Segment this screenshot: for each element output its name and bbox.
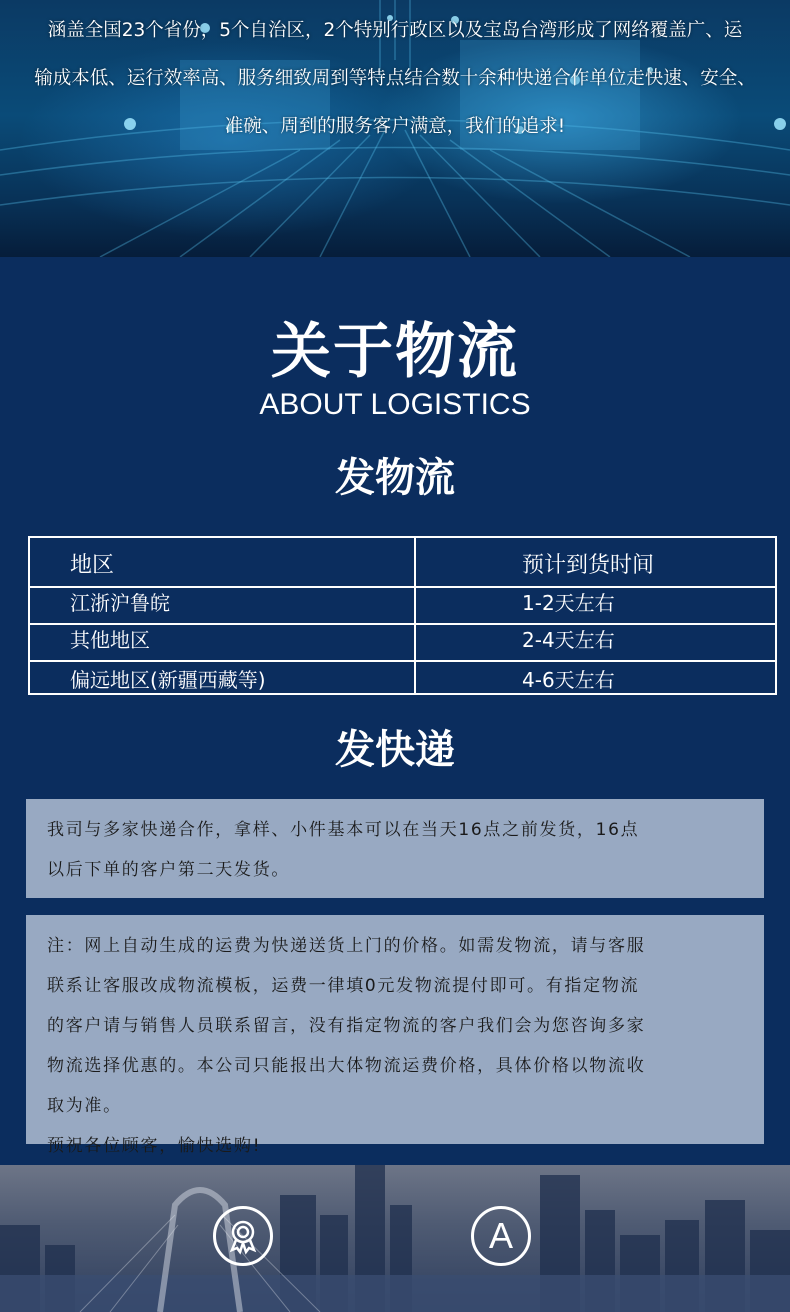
city-skyline-banner — [0, 1165, 790, 1312]
table-row — [30, 625, 775, 662]
hero-line-1: 涵盖全国23个省份，5个自治区，2个特别行政区以及宝岛台湾形成了网络覆盖广、运 — [47, 20, 743, 41]
notice-line: 预祝各位顾客，愉快选购! — [47, 1136, 262, 1156]
table-header-row — [30, 538, 775, 588]
notice-line: 我司与多家快递合作，拿样、小件基本可以在当天16点之前发货，16点 — [47, 820, 640, 840]
shipping-fee-notice-box — [26, 915, 764, 1156]
table-cell-eta: 4-6天左右 — [522, 668, 615, 692]
page-title: 关于物流 — [271, 317, 519, 387]
table-row — [30, 662, 775, 695]
notice-line: 注：网上自动生成的运费为快递送货上门的价格。如需发物流，请与客服 — [47, 936, 646, 956]
express-notice-box — [26, 799, 764, 898]
letter-a-icon — [471, 1206, 531, 1266]
table-cell-eta: 2-4天左右 — [522, 628, 615, 652]
hero-banner — [0, 0, 790, 257]
notice-line: 取为准。 — [47, 1096, 122, 1116]
column-header-region: 地区 — [70, 553, 115, 578]
page-subtitle: ABOUT LOGISTICS — [259, 388, 531, 421]
express-heading: 发快递 — [335, 727, 455, 773]
table-row — [30, 588, 775, 625]
table-cell-eta: 1-2天左右 — [522, 591, 615, 615]
notice-line: 以后下单的客户第二天发货。 — [47, 860, 291, 880]
table-cell-region: 江浙沪鲁皖 — [70, 591, 170, 615]
table-cell-region: 其他地区 — [70, 628, 150, 652]
table-cell-region: 偏远地区(新疆西藏等) — [70, 668, 266, 692]
delivery-time-table — [28, 536, 777, 695]
notice-line: 联系让客服改成物流模板，运费一律填0元发物流提付即可。有指定物流 — [47, 976, 640, 996]
column-header-eta: 预计到货时间 — [522, 553, 655, 578]
award-icon-graphic — [223, 1216, 263, 1256]
award-icon — [213, 1206, 273, 1266]
logistics-heading: 发物流 — [335, 455, 455, 501]
notice-line: 的客户请与销售人员联系留言，没有指定物流的客户我们会为您咨询多家 — [47, 1016, 646, 1036]
about-logistics-section — [0, 257, 790, 1165]
letter-a-glyph: A — [488, 1215, 513, 1256]
skyline-graphic — [0, 1165, 790, 1312]
notice-line: 物流选择优惠的。本公司只能报出大体物流运费价格，具体价格以物流收 — [47, 1056, 646, 1076]
hero-line-3: 准碗、周到的服务客户满意，我们的追求! — [224, 116, 566, 137]
hero-line-2: 输成本低、运行效率高、服务细致周到等特点结合数十余种快递合作单位走快速、安全、 — [34, 68, 756, 89]
